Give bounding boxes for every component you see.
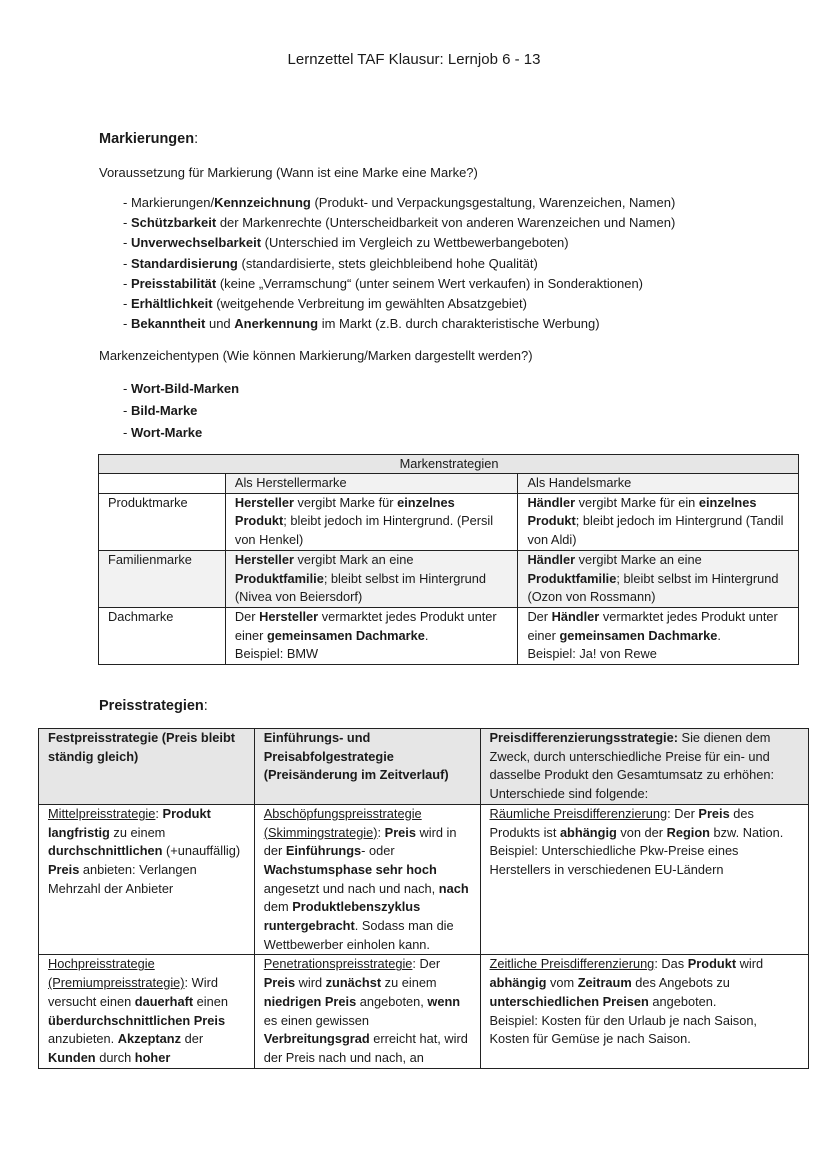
preisstrategien-table: [38, 728, 809, 1069]
row-header-dachmarke: Dachmarke: [99, 607, 226, 664]
list-item: - Bild-Marke: [123, 400, 239, 422]
column-header-hersteller: Als Herstellermarke: [225, 474, 518, 494]
column-header-einfuehrung: Einführungs- und Preisabfolgestrategie (Preisänderung im Zeitverlauf): [254, 729, 480, 805]
list-item: - Erhältlichkeit (weitgehende Verbreitung im gewählten Absatzgebiet): [123, 294, 675, 314]
list-item: - Standardisierung (standardisierte, stets gleichbleibend hohe Qualität): [123, 254, 675, 274]
row-header-familienmarke: Familienmarke: [99, 550, 226, 607]
table-corner-cell: [99, 474, 226, 494]
column-header-preisdifferenzierung: Preisdifferenzierungsstrategie: Sie dienen dem Zweck, durch unterschiedliche Preise für ein- und dasselbe Produkt den Gesamtumsatz zu erhöhen: Unterschiede sind folgende:: [480, 729, 808, 805]
column-header-festpreis: Festpreisstrategie (Preis bleibt ständig gleich): [39, 729, 255, 805]
document-title: Lernzettel TAF Klausur: Lernjob 6 - 13: [287, 51, 541, 68]
table-cell: Penetrationspreisstrategie: Der Preis wird zunächst zu einem niedrigen Preis angeboten, wenn es einen gewissen Verbreitungsgrad erreicht hat, wird der Preis nach und nach, an: [254, 955, 480, 1068]
column-header-handel: Als Handelsmarke: [518, 474, 799, 494]
table-cell: Zeitliche Preisdifferenzierung: Das Produkt wird abhängig vom Zeitraum des Angebots zu unterschiedlichen Preisen angeboten. Beispiel: Kosten für den Urlaub je nach Saison, Kosten für Gemüse je nach Saison.: [480, 955, 808, 1068]
table-cell: Händler vergibt Marke an eine Produktfamilie; bleibt selbst im Hintergrund (Ozon von Rossmann): [518, 550, 799, 607]
list-item: - Wort-Marke: [123, 422, 239, 444]
section-heading-markierungen: Markierungen:: [99, 131, 199, 147]
table-row: [99, 607, 799, 664]
table-row: [39, 955, 809, 1068]
table-cell: Hochpreisstrategie (Premiumpreisstrategie): Wird versucht einen dauerhaft einen überdurchschnittlichen Preis anzubieten. Akzeptanz der Kunden durch hoher: [39, 955, 255, 1068]
table-cell: Abschöpfungspreisstrategie (Skimmingstrategie): Preis wird in der Einführungs- oder Wachstumsphase sehr hoch angesetzt und nach und nach, nach dem Produktlebenszyklus runtergebracht. Sodass man die Wettbewerber einholen kann.: [254, 804, 480, 955]
table-cell: Der Händler vermarktet jedes Produkt unter einer gemeinsamen Dachmarke. Beispiel: Ja! von Rewe: [518, 607, 799, 664]
section-heading-preisstrategien: Preisstrategien:: [99, 698, 208, 714]
table-row: [39, 729, 809, 805]
table-row: [99, 493, 799, 550]
markenzeichentypen-list: [123, 378, 239, 444]
table-row: [99, 474, 799, 494]
row-header-produktmarke: Produktmarke: [99, 493, 226, 550]
markierung-intro: Voraussetzung für Markierung (Wann ist eine Marke eine Marke?): [99, 165, 478, 180]
table-row: [99, 550, 799, 607]
list-item: - Schützbarkeit der Markenrechte (Unterscheidbarkeit von anderen Warenzeichen und Namen): [123, 213, 675, 233]
table-cell: Räumliche Preisdifferenzierung: Der Preis des Produkts ist abhängig von der Region bzw. Nation. Beispiel: Unterschiedliche Pkw-Preise eines Herstellers in verschiedenen EU-Ländern: [480, 804, 808, 955]
table-caption: Markenstrategien: [99, 455, 799, 474]
table-cell: Hersteller vergibt Mark an eine Produktfamilie; bleibt selbst im Hintergrund (Nivea von Beiersdorf): [225, 550, 518, 607]
table-row: [99, 455, 799, 474]
markenzeichentypen-intro: Markenzeichentypen (Wie können Markierung/Marken dargestellt werden?): [99, 348, 533, 363]
list-item: - Unverwechselbarkeit (Unterschied im Vergleich zu Wettbewerbangeboten): [123, 233, 675, 253]
markenstrategien-table: [98, 454, 799, 665]
table-row: [39, 804, 809, 955]
table-cell: Mittelpreisstrategie: Produkt langfristig zu einem durchschnittlichen (+unauffällig) Preis anbieten: Verlangen Mehrzahl der Anbieter: [39, 804, 255, 955]
markierung-requirements-list: [123, 193, 675, 334]
list-item: - Preisstabilität (keine „Verramschung“ (unter seinem Wert verkaufen) in Sonderaktionen): [123, 274, 675, 294]
table-cell: Hersteller vergibt Marke für einzelnes Produkt; bleibt jedoch im Hintergrund. (Persil von Henkel): [225, 493, 518, 550]
list-item: - Markierungen/Kennzeichnung (Produkt- und Verpackungsgestaltung, Warenzeichen, Namen): [123, 193, 675, 213]
table-cell: Der Hersteller vermarktet jedes Produkt unter einer gemeinsamen Dachmarke. Beispiel: BMW: [225, 607, 518, 664]
table-cell: Händler vergibt Marke für ein einzelnes Produkt; bleibt jedoch im Hintergrund (Tandil von Aldi): [518, 493, 799, 550]
list-item: - Bekanntheit und Anerkennung im Markt (z.B. durch charakteristische Werbung): [123, 314, 675, 334]
list-item: - Wort-Bild-Marken: [123, 378, 239, 400]
